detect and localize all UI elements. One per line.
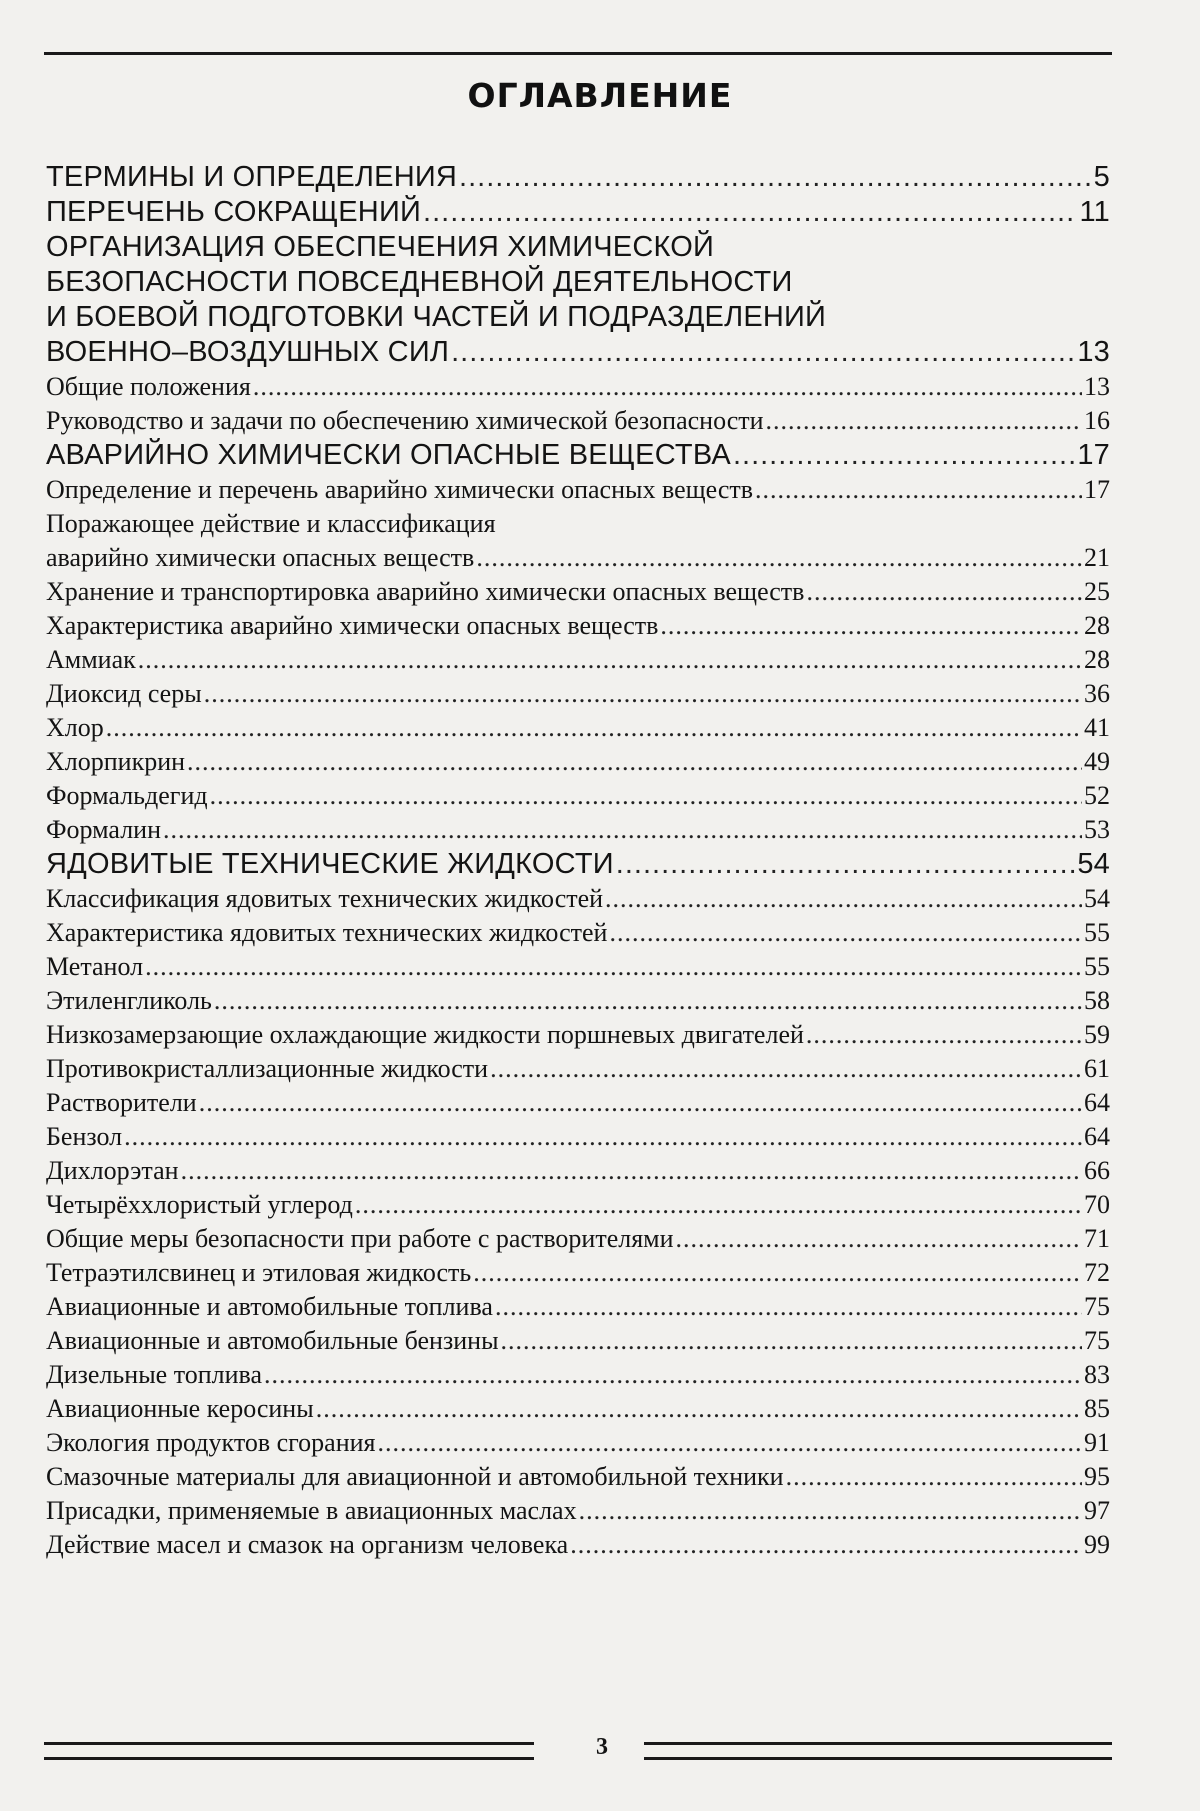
toc-entry <box>46 1018 1110 1052</box>
dot-leader <box>766 404 1082 438</box>
toc-entry-page: 21 <box>1084 543 1110 572</box>
dot-leader <box>264 1358 1082 1392</box>
toc-entry-title: ПЕРЕЧЕНЬ СОКРАЩЕНИЙ <box>46 196 422 228</box>
toc-entry-title: Общие меры безопасности при работе с растворителями <box>46 1224 674 1253</box>
table-of-contents <box>46 160 1110 1562</box>
toc-entry <box>46 1120 1110 1154</box>
toc-entry-page: 13 <box>1077 336 1110 368</box>
toc-entry-title: Смазочные материалы для авиационной и автомобильной техники <box>46 1462 784 1491</box>
dot-leader <box>106 711 1082 745</box>
toc-entry-line: ОРГАНИЗАЦИЯ ОБЕСПЕЧЕНИЯ ХИМИЧЕСКОЙ <box>46 231 715 263</box>
dot-leader <box>786 1460 1082 1494</box>
toc-entry-page: 71 <box>1084 1224 1110 1253</box>
toc-entry-title: Хлор <box>46 713 104 742</box>
toc-entry-page: 64 <box>1084 1122 1110 1151</box>
toc-entry-page: 5 <box>1093 161 1110 193</box>
toc-entry-title: Авиационные керосины <box>46 1394 314 1423</box>
dot-leader <box>501 1324 1082 1358</box>
page-footer <box>44 1732 1112 1772</box>
toc-entry <box>46 1426 1110 1460</box>
toc-entry-title: Формальдегид <box>46 781 208 810</box>
toc-entry-page: 54 <box>1084 884 1110 913</box>
toc-entry-page: 17 <box>1077 439 1110 471</box>
dot-leader <box>473 1256 1082 1290</box>
toc-entry-title: Дихлорэтан <box>46 1156 179 1185</box>
toc-entry-title: Классификация ядовитых технических жидкостей <box>46 884 604 913</box>
dot-leader <box>423 195 1077 230</box>
dot-leader <box>806 575 1082 609</box>
toc-entry <box>46 575 1110 609</box>
toc-entry <box>46 404 1110 438</box>
toc-entry <box>46 1358 1110 1392</box>
toc-entry-page: 58 <box>1084 986 1110 1015</box>
toc-entry <box>46 1528 1110 1562</box>
toc-entry-title: Формалин <box>46 815 161 844</box>
dot-leader <box>187 745 1082 779</box>
toc-entry <box>46 950 1110 984</box>
toc-entry <box>46 1290 1110 1324</box>
toc-entry-title: Дизельные топлива <box>46 1360 263 1389</box>
toc-entry-title: Руководство и задачи по обеспечению химической безопасности <box>46 406 764 435</box>
toc-entry <box>46 438 1110 473</box>
toc-entry-page: 53 <box>1084 815 1110 844</box>
footer-rule-right <box>644 1742 1112 1760</box>
dot-leader <box>476 541 1082 575</box>
toc-entry-page: 75 <box>1084 1326 1110 1355</box>
dot-leader <box>733 438 1075 473</box>
dot-leader <box>163 813 1082 847</box>
dot-leader <box>210 779 1082 813</box>
toc-entry-title: Авиационные и автомобильные бензины <box>46 1326 499 1355</box>
toc-entry-page: 99 <box>1084 1530 1110 1559</box>
toc-entry <box>46 1324 1110 1358</box>
dot-leader <box>676 1222 1082 1256</box>
toc-entry-title: Хранение и транспортировка аварийно химически опасных веществ <box>46 577 805 606</box>
toc-entry-page: 95 <box>1084 1462 1110 1491</box>
toc-entry <box>46 335 1110 370</box>
toc-entry-page: 54 <box>1077 848 1110 880</box>
dot-leader <box>570 1528 1082 1562</box>
toc-entry-page: 91 <box>1084 1428 1110 1457</box>
toc-entry-title: Определение и перечень аварийно химически опасных веществ <box>46 475 754 504</box>
toc-entry-page: 97 <box>1084 1496 1110 1525</box>
dot-leader <box>609 916 1082 950</box>
toc-entry-title: ТЕРМИНЫ И ОПРЕДЕЛЕНИЯ <box>46 161 458 193</box>
toc-entry-title: ЯДОВИТЫЕ ТЕХНИЧЕСКИЕ ЖИДКОСТИ <box>46 848 614 880</box>
toc-entry-title: аварийно химически опасных веществ <box>46 543 475 572</box>
toc-entry <box>46 1188 1110 1222</box>
toc-entry <box>46 1494 1110 1528</box>
toc-entry-title: Противокристаллизационные жидкости <box>46 1054 489 1083</box>
toc-entry <box>46 1154 1110 1188</box>
toc-entry-page: 41 <box>1084 713 1110 742</box>
toc-entry-page: 49 <box>1084 747 1110 776</box>
toc-entry-title: Хлорпикрин <box>46 747 186 776</box>
toc-entry-page: 55 <box>1084 952 1110 981</box>
toc-entry-title: Экология продуктов сгорания <box>46 1428 376 1457</box>
dot-leader <box>145 950 1082 984</box>
toc-entry <box>46 1460 1110 1494</box>
dot-leader <box>124 1120 1082 1154</box>
page-number: 3 <box>596 1734 608 1760</box>
toc-entry-title: Характеристика аварийно химически опасных веществ <box>46 611 659 640</box>
toc-entry-page: 25 <box>1084 577 1110 606</box>
toc-entry <box>46 779 1110 813</box>
toc-entry-title: АВАРИЙНО ХИМИЧЕСКИ ОПАСНЫЕ ВЕЩЕСТВА <box>46 439 731 471</box>
toc-entry-title: Растворители <box>46 1088 197 1117</box>
toc-entry-page: 75 <box>1084 1292 1110 1321</box>
toc-entry-page: 13 <box>1084 372 1110 401</box>
toc-entry-title: ВОЕННО–ВОЗДУШНЫХ СИЛ <box>46 336 450 368</box>
toc-entry <box>46 473 1110 507</box>
toc-entry <box>46 882 1110 916</box>
dot-leader <box>616 847 1076 882</box>
toc-entry-page: 83 <box>1084 1360 1110 1389</box>
toc-entry-page: 61 <box>1084 1054 1110 1083</box>
footer-rule-left <box>44 1742 534 1760</box>
toc-entry <box>46 643 1110 677</box>
toc-entry-line: И БОЕВОЙ ПОДГОТОВКИ ЧАСТЕЙ И ПОДРАЗДЕЛЕНИЙ <box>46 301 827 333</box>
dot-leader <box>355 1188 1082 1222</box>
toc-entry <box>46 711 1110 745</box>
toc-entry-page: 64 <box>1084 1088 1110 1117</box>
toc-entry-title: Бензол <box>46 1122 123 1151</box>
toc-entry-title: Общие положения <box>46 372 251 401</box>
toc-entry <box>46 677 1110 711</box>
toc-entry-line: БЕЗОПАСНОСТИ ПОВСЕДНЕВНОЙ ДЕЯТЕЛЬНОСТИ <box>46 266 793 298</box>
toc-entry-page: 28 <box>1084 611 1110 640</box>
toc-entry <box>46 370 1110 404</box>
toc-entry-page: 11 <box>1079 196 1110 228</box>
toc-entry-title: Авиационные и автомобильные топлива <box>46 1292 493 1321</box>
toc-entry-title: Четырёххлористый углерод <box>46 1190 353 1219</box>
toc-entry-title: Присадки, применяемые в авиационных маслах <box>46 1496 577 1525</box>
toc-entry <box>46 1222 1110 1256</box>
dot-leader <box>755 473 1082 507</box>
dot-leader <box>181 1154 1082 1188</box>
top-rule <box>44 52 1112 55</box>
toc-entry-title: Низкозамерзающие охлаждающие жидкости поршневых двигателей <box>46 1020 804 1049</box>
toc-entry <box>46 195 1110 230</box>
dot-leader <box>605 882 1082 916</box>
toc-entry-line: Поражающее действие и классификация <box>46 509 496 538</box>
toc-entry <box>46 1052 1110 1086</box>
dot-leader <box>199 1086 1082 1120</box>
dot-leader <box>451 335 1075 370</box>
dot-leader <box>204 677 1082 711</box>
toc-entry-page: 52 <box>1084 781 1110 810</box>
toc-entry <box>46 1256 1110 1290</box>
dot-leader <box>495 1290 1082 1324</box>
toc-entry-title: Характеристика ядовитых технических жидкостей <box>46 918 608 947</box>
page-title: ОГЛАВЛЕНИЕ <box>467 76 733 115</box>
toc-entry-page: 28 <box>1084 645 1110 674</box>
toc-entry <box>46 813 1110 847</box>
toc-entry <box>46 609 1110 643</box>
dot-leader <box>660 609 1082 643</box>
toc-entry-page: 55 <box>1084 918 1110 947</box>
toc-entry <box>46 745 1110 779</box>
dot-leader <box>253 370 1082 404</box>
toc-entry-title: Диоксид серы <box>46 679 202 708</box>
toc-entry-title: Тетраэтилсвинец и этиловая жидкость <box>46 1258 472 1287</box>
dot-leader <box>806 1018 1082 1052</box>
toc-entry <box>46 984 1110 1018</box>
toc-entry <box>46 916 1110 950</box>
toc-entry-page: 36 <box>1084 679 1110 708</box>
dot-leader <box>579 1494 1082 1528</box>
toc-entry-page: 59 <box>1084 1020 1110 1049</box>
toc-entry-title: Аммиак <box>46 645 136 674</box>
toc-entry <box>46 847 1110 882</box>
dot-leader <box>490 1052 1082 1086</box>
dot-leader <box>378 1426 1082 1460</box>
toc-entry-page: 16 <box>1084 406 1110 435</box>
toc-entry <box>46 1392 1110 1426</box>
dot-leader <box>316 1392 1082 1426</box>
toc-entry-page: 85 <box>1084 1394 1110 1423</box>
dot-leader <box>214 984 1082 1018</box>
dot-leader <box>138 643 1082 677</box>
toc-entry-page: 70 <box>1084 1190 1110 1219</box>
toc-entry-page: 66 <box>1084 1156 1110 1185</box>
toc-entry-title: Метанол <box>46 952 144 981</box>
toc-entry <box>46 541 1110 575</box>
toc-entry-title: Этиленгликоль <box>46 986 212 1015</box>
toc-entry <box>46 160 1110 195</box>
toc-entry <box>46 1086 1110 1120</box>
toc-entry-page: 72 <box>1084 1258 1110 1287</box>
dot-leader <box>459 160 1092 195</box>
toc-entry-page: 17 <box>1084 475 1110 504</box>
toc-entry-title: Действие масел и смазок на организм человека <box>46 1530 569 1559</box>
